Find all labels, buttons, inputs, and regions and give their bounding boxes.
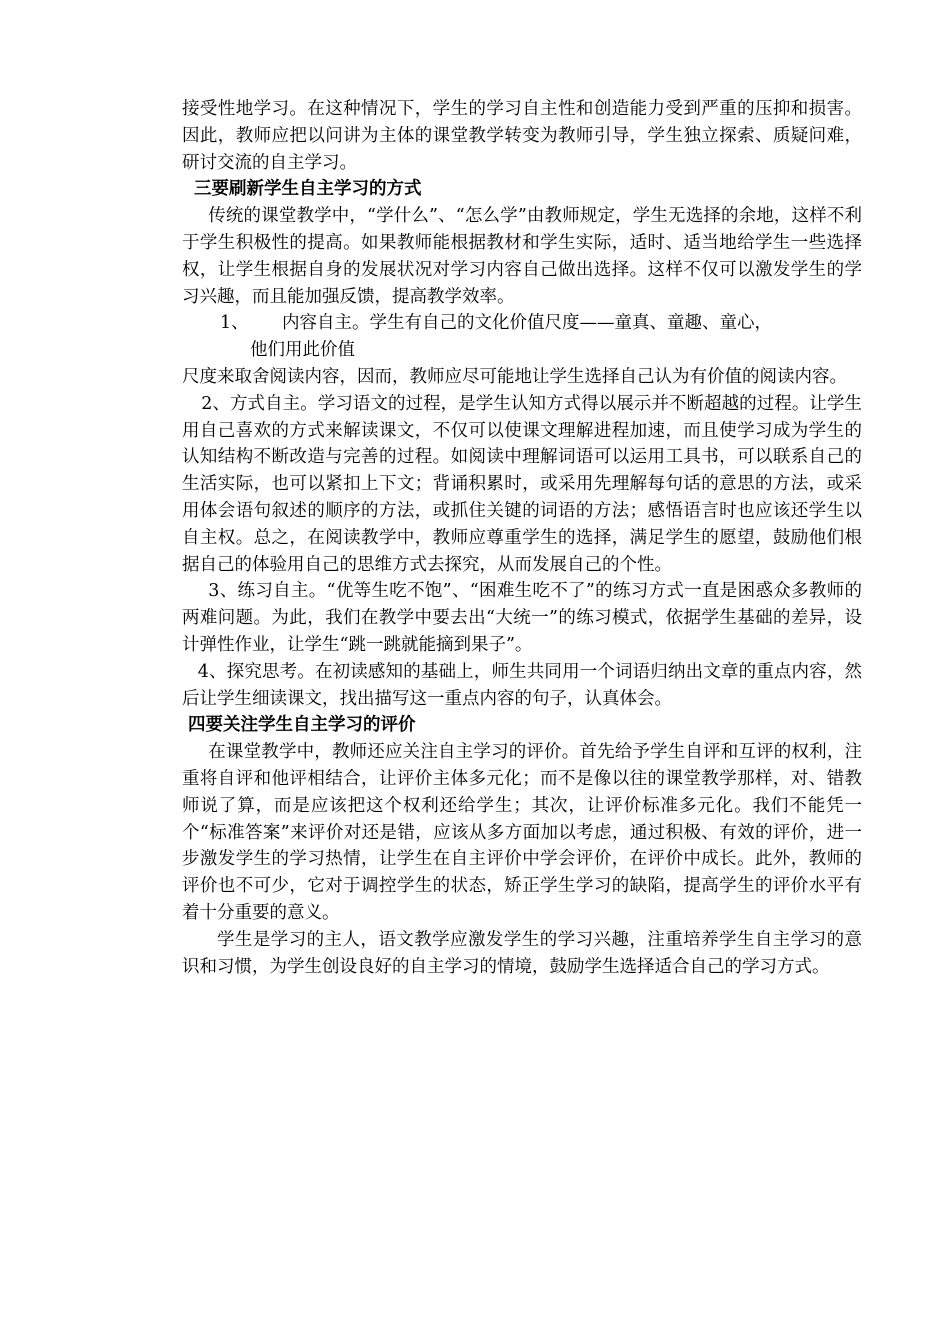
document-page [182, 96, 862, 980]
paragraph-traditional-teaching: 传统的课堂教学中，“学什么”、“怎么学”由教师规定，学生无选择的余地，这样不利于学生积极性的提高。如果教师能根据教材和学生实际，适时、适当地给学生一些选择权，让学生根据自身的发展状况对学习内容自己做出选择。这样不仅可以激发学生的学习兴趣，而且能加强反馈，提高教学效率。 [182, 206, 862, 307]
section-heading-3: 三要刷新学生自主学习的方式 [194, 179, 422, 200]
paragraph-conclusion: 学生是学习的主人，语文教学应激发学生的学习兴趣，注重培养学生自主学习的意识和习惯，为学生创设良好的自主学习的情境，鼓励学生选择适合自己的学习方式。 [182, 929, 862, 977]
paragraph-content-choice: 尺度来取舍阅读内容，因而，教师应尽可能地让学生选择自己认为有价值的阅读内容。 [182, 366, 847, 387]
paragraph-inquiry-thinking: 4、探究思考。在初读感知的基础上，师生共同用一个词语归纳出文章的重点内容，然后让学生细读课文，找出描写这一重点内容的句子，认真体会。 [182, 661, 862, 709]
paragraph-method-autonomy: 2、方式自主。学习语文的过程，是学生认知方式得以展示并不断超越的过程。让学生用自己喜欢的方式来解读课文，不仅可以使课文理解进程加速，而且使学习成为学生的认知结构不断改造与完善的过程。如阅读中理解词语可以运用工具书，可以联系自己的生活实际，也可以紧扣上下文；背诵积累时，或采用先理解每句话的意思的方法，或采用体会语句叙述的顺序的方法，或抓住关键的词语的方法；感悟语言时也应该还学生以自主权。总之，在阅读教学中，教师应尊重学生的选择，满足学生的愿望，鼓励他们根据自己的体验用自己的思维方式去探究，从而发展自己的个性。 [182, 393, 862, 575]
list-item-1 [182, 310, 862, 337]
paragraph-evaluation: 在课堂教学中，教师还应关注自主学习的评价。首先给予学生自评和互评的权利，注重将自评和他评相结合，让评价主体多元化；而不是像以往的课堂教学那样，对、错教师说了算，而是应该把这个权利还给学生；其次，让评价标准多元化。我们不能凭一个“标准答案”来评价对还是错，应该从多方面加以考虑，通过积极、有效的评价，进一步激发学生的学习热情，让学生在自主评价中学会评价，在评价中成长。此外，教师的评价也不可少，它对于调控学生的状态，矫正学生学习的缺陷，提高学生的评价水平有着十分重要的意义。 [182, 742, 862, 923]
paragraph-practice-autonomy: 3、练习自主。“优等生吃不饱”、“困难生吃不了”的练习方式一直是困惑众多教师的两难问题。为此，我们在教学中要去出“大统一”的练习模式，依据学生基础的差异，设计弹性作业，让学生“跳一跳就能摘到果子”。 [182, 581, 862, 655]
list-item-1-number: 1、 [220, 313, 249, 334]
list-item-1-continuation: 他们用此价值 [250, 340, 355, 361]
list-item-1-text: 内容自主。学生有自己的文化价值尺度——童真、童趣、童心， [282, 313, 772, 334]
section-heading-4: 四要关注学生自主学习的评价 [188, 715, 416, 736]
paragraph-intro-continuation: 接受性地学习。在这种情况下，学生的学习自主性和创造能力受到严重的压抑和损害。因此，教师应把以问讲为主体的课堂教学转变为教师引导，学生独立探索、质疑问难，研讨交流的自主学习。 [182, 99, 862, 173]
